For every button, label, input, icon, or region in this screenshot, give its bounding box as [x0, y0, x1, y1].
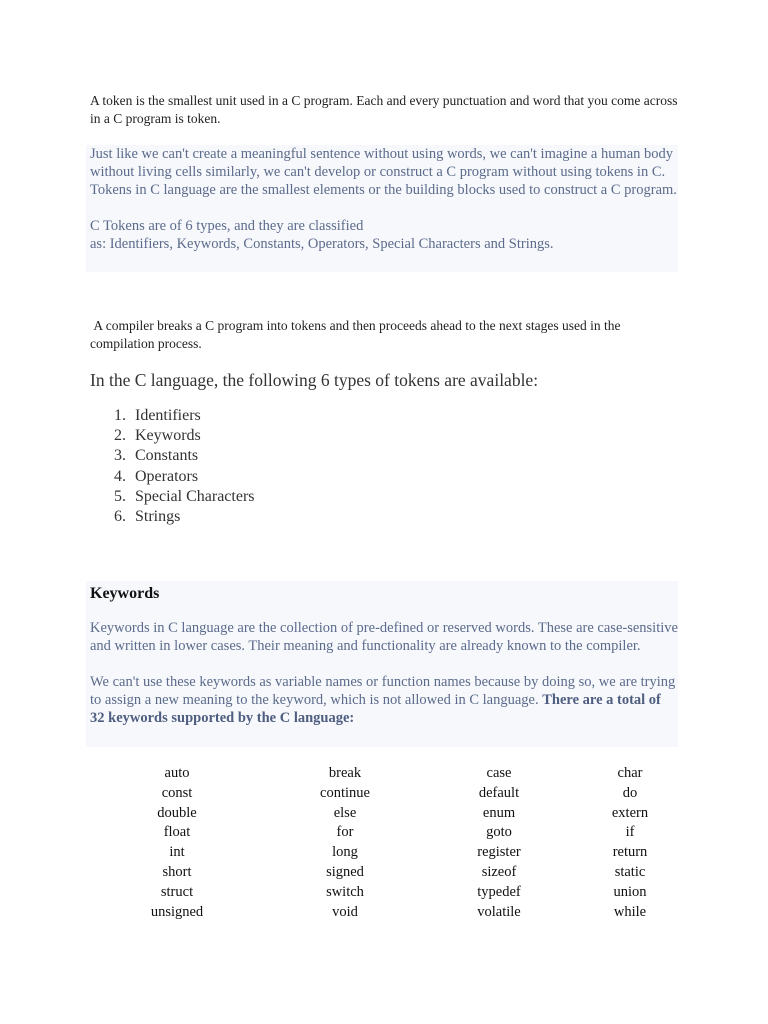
keyword-cell: typedef — [477, 883, 521, 900]
table-row — [90, 823, 688, 843]
list-item: 4. Operators — [114, 467, 199, 485]
intro-paragraph: A token is the smallest unit used in a C program. Each and every punctuation and word that you come across in a C program is token. — [90, 93, 678, 126]
table-row — [90, 883, 688, 903]
keyword-cell: struct — [160, 883, 194, 900]
keywords-section-box — [86, 581, 678, 747]
token-types-list — [90, 406, 255, 527]
keyword-cell: char — [617, 765, 643, 781]
compiler-paragraph: A compiler breaks a C program into tokens and then proceeds ahead to the next stages used in the compilation process. — [90, 318, 624, 351]
keyword-cell: break — [328, 765, 362, 781]
keywords-usage-text: We can't use these keywords as variable names or function names because by doing so, we are trying to assign a new meaning to the keyword, which is not allowed in C language. — [90, 674, 676, 708]
keyword-cell: return — [612, 844, 648, 861]
table-row — [90, 784, 688, 804]
keyword-cell: case — [486, 765, 512, 781]
keyword-cell: goto — [486, 824, 512, 841]
tokens-paragraph: Just like we can't create a meaningful sentence without using words, we can't imagine a human body without living cells similarly, we can't develop or construct a C program without using tokens in C. Tokens in C language are the smallest elements or the building blocks used to construct a C program. — [90, 146, 677, 198]
keyword-cell: if — [625, 824, 635, 841]
list-item: 2. Keywords — [114, 427, 201, 445]
keyword-cell: void — [332, 903, 358, 920]
tokens-explanation-box — [86, 145, 678, 272]
keyword-cell: switch — [326, 883, 364, 900]
keyword-cell: float — [163, 824, 191, 841]
keyword-cell: static — [614, 863, 646, 880]
token-types-heading: In the C language, the following 6 types of tokens are available: — [90, 370, 539, 390]
list-item: 1. Identifiers — [114, 407, 201, 424]
table-row — [90, 903, 688, 923]
keyword-cell: else — [333, 804, 357, 821]
keyword-cell: volatile — [477, 903, 521, 920]
keyword-cell: extern — [611, 804, 649, 821]
tokens-classification-paragraph — [90, 217, 678, 253]
keyword-cell: double — [157, 804, 197, 821]
tokens-classification-line-2: as: Identifiers, Keywords, Constants, Operators, Special Characters and Strings. — [90, 236, 554, 252]
keyword-cell: while — [613, 903, 647, 920]
keywords-table — [90, 764, 688, 922]
keyword-cell: for — [336, 824, 354, 841]
list-item: 3. Constants — [114, 447, 199, 465]
keyword-cell: short — [162, 863, 192, 880]
keyword-cell: unsigned — [150, 903, 204, 920]
keyword-cell: signed — [326, 863, 364, 880]
keywords-count-text: There are a total of 32 keywords supported by the C language: — [90, 692, 661, 726]
keyword-cell: sizeof — [481, 863, 517, 880]
table-row — [90, 804, 688, 824]
keywords-usage-paragraph — [90, 673, 678, 727]
table-row — [90, 764, 688, 784]
tokens-classification-line-1: C Tokens are of 6 types, and they are classified — [90, 218, 364, 234]
table-row — [90, 843, 688, 863]
keyword-cell: do — [622, 784, 638, 801]
keyword-cell: int — [169, 844, 185, 861]
table-row — [90, 863, 688, 883]
keyword-cell: register — [477, 844, 521, 861]
list-item: 6. Strings — [114, 508, 181, 526]
keyword-cell: union — [613, 883, 647, 900]
keyword-cell: long — [332, 844, 358, 861]
keyword-cell: default — [478, 784, 520, 801]
keywords-definition-paragraph: Keywords in C language are the collection of pre-defined or reserved words. These are case-sensitive and written in lower cases. Their meaning and functionality are already known to the compiler. — [90, 620, 678, 654]
keywords-heading: Keywords — [90, 585, 160, 602]
keyword-cell: continue — [320, 784, 370, 801]
list-item: 5. Special Characters — [114, 487, 255, 505]
keyword-cell: enum — [482, 804, 516, 821]
keyword-cell: const — [161, 784, 193, 801]
keyword-cell: auto — [164, 765, 190, 781]
